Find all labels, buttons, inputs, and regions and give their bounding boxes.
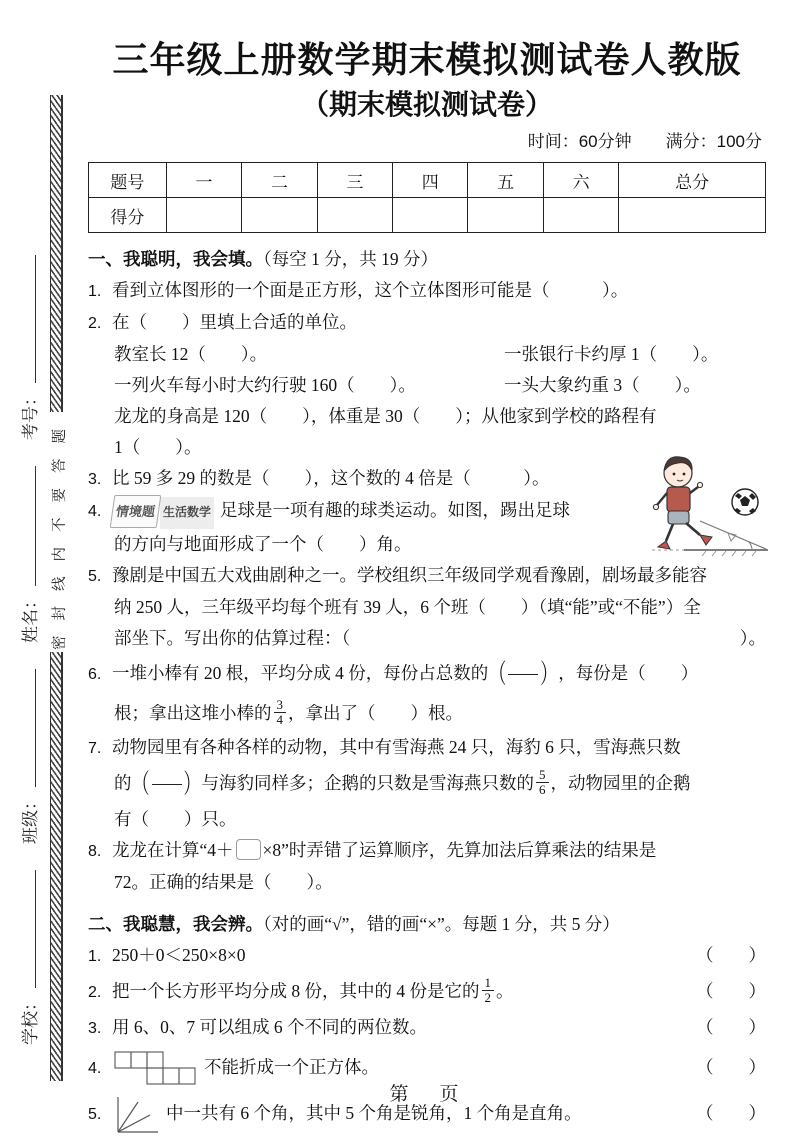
question-6-line2: 根；拿出这堆小棒的 $\frac{3}{4}$ ，拿出了（ ）根。 [114, 696, 463, 728]
score-table-header-row [89, 163, 766, 198]
answer-paren: （ ） [696, 1056, 766, 1077]
blank-box [236, 839, 261, 860]
tf-question-5: 5. 中一共有 6 个角，其中 5 个角是锐角，1 个角是直角。 （ ） [88, 1092, 766, 1136]
fraction-blank: （ ） [132, 769, 201, 799]
answer-paren: （ ） [696, 1016, 766, 1037]
score-header-cell: 三 [317, 163, 392, 198]
question-3-4-block [88, 463, 766, 560]
fraction: $\frac{5}{6}$ [536, 768, 549, 799]
question-2: 2. 在（ ）里填上合适的单位。 [88, 312, 357, 332]
full-score: 满分：100分 [665, 132, 762, 151]
fraction-blank: （ ） [489, 659, 558, 689]
page-number-footer: 第 页 [389, 1084, 465, 1105]
answer-paren: （ ） [696, 980, 766, 1001]
answer-paren: （ ） [696, 1102, 766, 1123]
answer-paren: （ ） [696, 944, 766, 965]
name-field-label: 姓名： [20, 592, 40, 643]
score-cell [166, 198, 241, 233]
section-fill-in [88, 243, 766, 898]
question-5-line3: 部坐下。写出你的估算过程：（ ）。 [114, 628, 766, 648]
question-7-line3: 有（ ）只。 [114, 808, 237, 829]
score-header-cell: 四 [393, 163, 468, 198]
question-2-line3: 龙龙的身高是 120（ ），体重是 30（ ）；从他家到学校的路程有 [114, 406, 657, 426]
school-field-label: 学校： [20, 994, 40, 1045]
score-cell [242, 198, 317, 233]
score-cell [619, 198, 766, 233]
question-8: 8. 龙龙在计算“4＋ ×8”时弄错了运算顺序，先算加法后算乘法的结果是 [88, 839, 657, 860]
exam-paper [88, 0, 766, 1136]
seal-warning-text: 密封线内不要答题 [47, 389, 69, 675]
score-header-cell: 题号 [89, 163, 167, 198]
score-header-cell: 一 [166, 163, 241, 198]
question-1: 1. 看到立体图形的一个面是正方形，这个立体图形可能是（ ）。 [88, 280, 629, 300]
tf-question-3: 3. 用 6、0、7 可以组成 6 个不同的两位数。 （ ） [88, 1012, 766, 1044]
score-cell [317, 198, 392, 233]
tf-question-2: 2. 把一个长方形平均分成 8 份，其中的 4 份是它的 $\frac{1}{2}$ 。 （ ） [88, 972, 766, 1012]
score-row-label: 得分 [89, 198, 167, 233]
score-header-cell: 二 [242, 163, 317, 198]
question-4: 4. 情境题 生活数学 足球是一项有趣的球类运动。如图，踢出足球 [88, 495, 638, 529]
question-5: 5. 豫剧是中国五大戏曲剧种之一。学校组织三年级同学观看豫剧，剧场最多能容 [88, 565, 707, 585]
examno-field-label: 考号： [20, 389, 40, 440]
life-math-badge: 生活数学 [160, 497, 214, 529]
question-2-units-row2: 一列火车每小时大约行驶 160（ ）。 一头大象约重 3（ ）。 [114, 375, 701, 395]
examno-blank-line [21, 255, 36, 383]
fraction-bar [508, 674, 538, 675]
school-blank-line [21, 870, 36, 988]
tf-question-1: 1. 250＋0＜250×8×0 （ ） [88, 940, 766, 972]
student-info-fields [8, 95, 48, 1045]
fraction: $\frac{1}{2}$ [482, 976, 495, 1007]
page-subtitle: （期末模拟测试卷） [300, 89, 553, 120]
class-field-label: 班级： [20, 793, 40, 844]
section2-heading: 二、我聪慧，我会辨。（对的画“√”，错的画“×”。每题 1 分，共 5 分） [88, 913, 620, 934]
score-header-cell: 六 [543, 163, 618, 198]
situation-badge: 情境题 [110, 495, 162, 528]
score-cell [543, 198, 618, 233]
question-6: 6. 一堆小棒有 20 根，平均分成 4 份，每份占总数的 （ ） ，每份是（ ） [88, 654, 766, 694]
question-2-line4: 1（ ）。 [114, 437, 202, 457]
fraction: $\frac{3}{4}$ [274, 698, 287, 729]
page-title: 三年级上册数学期末模拟测试卷人教版 [112, 39, 742, 80]
question-4-line2: 的方向与地面形成了一个（ ）角。 [114, 534, 412, 554]
name-blank-line [21, 466, 36, 586]
score-table-score-row [89, 198, 766, 233]
question-2-units-row1: 教室长 12（ ）。 一张银行卡约厚 1（ ）。 [114, 344, 719, 364]
score-header-cell: 总分 [619, 163, 766, 198]
score-header-cell: 五 [468, 163, 543, 198]
tf-question-4: 4. 不能折成一个正方体。 （ ） [88, 1044, 766, 1092]
score-cell [468, 198, 543, 233]
exam-meta [88, 128, 762, 156]
score-table [88, 162, 766, 233]
fraction-bar [152, 784, 182, 785]
score-cell [393, 198, 468, 233]
time-limit: 时间：60分钟 [527, 132, 632, 151]
class-blank-line [21, 669, 36, 787]
question-7-line2: 的 （ ） 与海豹同样多；企鹅的只数是雪海燕只数的 $\frac{5}{6}$ ，动物园里的企鹅 [88, 764, 766, 804]
question-8-line2: 72。正确的结果是（ ）。 [114, 871, 333, 892]
question-7: 7. 动物园里有各种各样的动物，其中有雪海燕 24 只，海豹 6 只，雪海燕只数 [88, 737, 681, 757]
section1-heading: 一、我聪明，我会填。（每空 1 分，共 19 分） [88, 249, 438, 269]
question-3: 3. 比 59 多 29 的数是（ ），这个数的 4 倍是（ ）。 [88, 468, 550, 488]
question-5-line2: 纳 250 人，三年级平均每个班有 39 人，6 个班（ ）（填“能”或“不能”）全 [114, 597, 701, 617]
